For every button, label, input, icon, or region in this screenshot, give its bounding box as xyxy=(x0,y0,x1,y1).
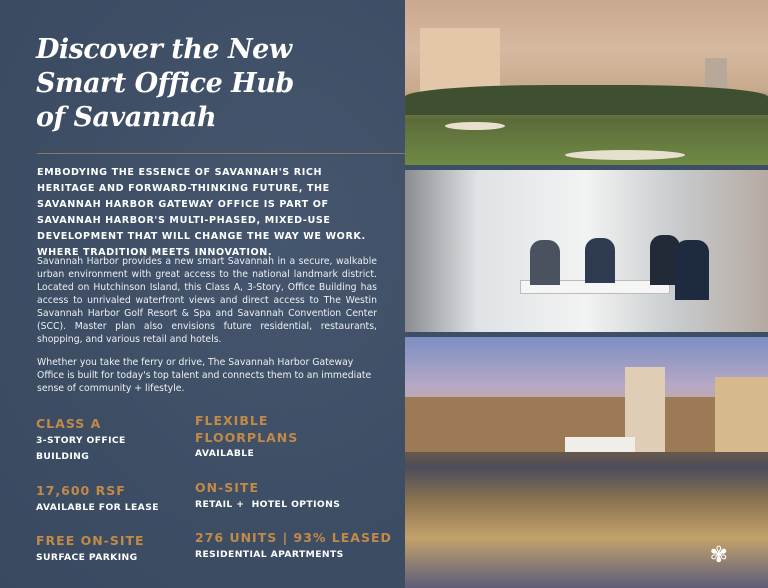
office-meeting-photo xyxy=(405,170,768,332)
stat-sub: RESIDENTIAL APARTMENTS xyxy=(195,548,344,560)
page-title xyxy=(36,33,294,135)
stat-class-a xyxy=(36,416,186,466)
intro-text: EMBODYING THE ESSENCE OF SAVANNAH'S RICH HERITAGE AND FORWARD-THINKING FUTURE, THE SAVANNAH HARBOR GATEWAY OFFICE IS PART OF SAVANNAH HARBOR'S MULTI-PHASED, MIXED-USE DEVELOPMENT THAT WILL CHANGE THE WAY WE WORK. WHERE TRADITION MEETS INNOVATION. xyxy=(37,167,366,258)
stat-residential xyxy=(195,530,405,563)
title-line: Smart Office Hub xyxy=(36,68,294,99)
body-paragraph: Savannah Harbor provides a new smart Savannah in a secure, walkable urban environment with great access to the national landmark district. Located on Hutchinson Island, this Class A, 3-Story, Office Building has access to unrivaled waterfront views and direct access to The Westin Savannah Harbor Golf Resort & Spa and Savannah Convention Center (SCC). Master plan also envisions future residential, restaurants, shopping, and various retail and hotels. xyxy=(37,256,377,345)
stat-heading: 17,600 RSF xyxy=(36,483,126,498)
stat-floorplans xyxy=(195,413,315,463)
savannah-waterfront-photo xyxy=(405,337,768,588)
body-paragraph: Whether you take the ferry or drive, The Savannah Harbor Gateway Office is built for today's top talent and connects them to an immediate sense of community + lifestyle. xyxy=(37,357,372,394)
stat-heading: CLASS A xyxy=(36,416,102,431)
stat-sub: 3-STORY OFFICE BUILDING xyxy=(36,434,126,462)
stat-parking xyxy=(36,533,186,566)
stat-heading: 276 UNITS | 93% LEASED xyxy=(195,530,392,545)
stat-sub: AVAILABLE FOR LEASE xyxy=(36,501,159,513)
title-line: Discover the New xyxy=(36,34,292,65)
divider xyxy=(37,153,405,154)
stat-rsf xyxy=(36,483,186,516)
butterfly-knot-icon: ✾ xyxy=(709,543,728,568)
stat-heading: FLEXIBLE FLOORPLANS xyxy=(195,413,299,445)
stat-heading: FREE ON-SITE xyxy=(36,533,145,548)
title-line: of Savannah xyxy=(36,102,217,133)
stat-sub: RETAIL + HOTEL OPTIONS xyxy=(195,498,341,510)
stat-on-site xyxy=(195,480,395,513)
stat-sub: AVAILABLE xyxy=(195,448,255,459)
hotel-golf-course-photo xyxy=(405,0,768,165)
stat-heading: ON-SITE xyxy=(195,480,259,495)
stat-sub: SURFACE PARKING xyxy=(36,551,138,563)
